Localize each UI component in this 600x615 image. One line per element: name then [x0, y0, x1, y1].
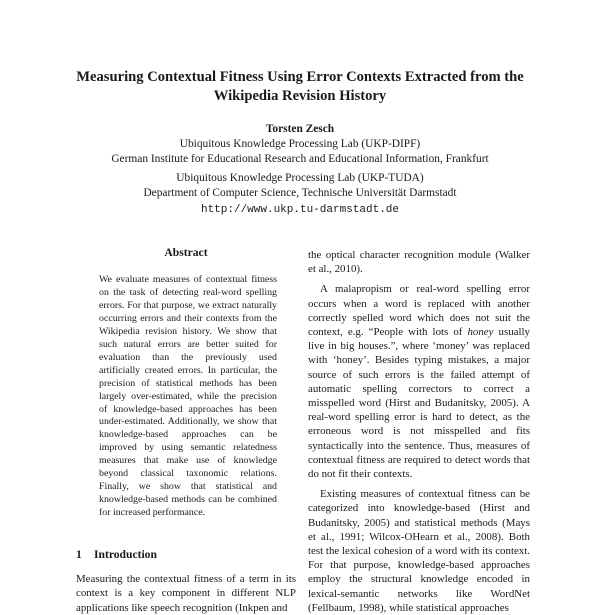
paragraph-1-italic: honey [467, 326, 494, 339]
right-paragraph-2: Existing measures of contextual fitness can be categorized into knowledge-based (Hirst and Budanitsky, 2005) and statistical methods (Mays et al., 1991; Wilcox-OHearn et al., 2008). Both test the lexical cohesion of a word with its context. For that purpose, knowledge-based approaches employ the structural knowledge encoded in lexical-semantic networks like WordNet (Fellbaum, 1998), while statistical approaches [308, 488, 530, 614]
paper-title [40, 68, 560, 106]
abstract-heading: Abstract [164, 246, 208, 259]
affiliation-2-line-2: Department of Computer Science, Technische Universität Darmstadt [143, 187, 457, 199]
section-number: 1 [76, 548, 82, 562]
author-block [40, 122, 560, 218]
left-column [76, 246, 296, 615]
paragraph-1-part-b: usually live in big houses.”, where ‘money’ was replaced with ‘honey’. Besides typing mistakes, a major source of such errors is the failed attempt of automatic spelling correctors to correct a misspelled word (Hirst and Budanitsky, 2005). A real-word spelling error is hard to detect, as the erroneous word is not misspelled and fits syntactically into the sentence. Thus, measures of contextual fitness are required to detect words that do not fit their contexts. [308, 326, 530, 481]
right-paragraph-1 [308, 282, 530, 481]
title-line-1: Measuring Contextual Fitness Using Error Contexts Extracted from the [76, 69, 524, 85]
section-heading-introduction [76, 548, 296, 562]
section-title: Introduction [94, 548, 157, 562]
introduction-text: Measuring the contextual fitness of a term in its context is a key component in different NLP applications like speech recognition (Inkpen and [76, 573, 296, 614]
right-paragraph-0: the optical character recognition module (Walker et al., 2010). [308, 249, 530, 276]
abstract-text: We evaluate measures of contextual fitness on the task of detecting real-word spelling errors. For that purpose, we extract naturally occurring errors and their contexts from the Wikipedia revision history. We show that such natural errors are better suited for evaluation than the previously used artificially created errors. In particular, the precision of statistical methods has been largely over-estimated, while the precision of knowledge-based approaches has been under-estimated. Additionally, we show that knowledge-based approaches can be improved by using semantic relatedness measures that make use of knowledge beyond classical taxonomic relations. Finally, we show that statistical and knowledge-based methods can be combined for increased performance. [99, 274, 277, 519]
title-line-2: Wikipedia Revision History [213, 88, 387, 104]
author-name: Torsten Zesch [265, 123, 335, 135]
paragraph-1-part-a: A malapropism or real-word spelling error occurs when a word is replaced with another correctly spelled word which does not suit the context, e.g. “People with lots of [308, 283, 530, 339]
author-url: http://www.ukp.tu-darmstadt.de [200, 204, 400, 216]
right-column [308, 248, 530, 615]
affiliation-2-line-1: Ubiquitous Knowledge Processing Lab (UKP-TUDA) [176, 172, 424, 184]
affiliation-1-line-2: German Institute for Educational Research and Educational Information, Frankfurt [111, 153, 489, 165]
affiliation-1-line-1: Ubiquitous Knowledge Processing Lab (UKP-DIPF) [179, 138, 421, 150]
